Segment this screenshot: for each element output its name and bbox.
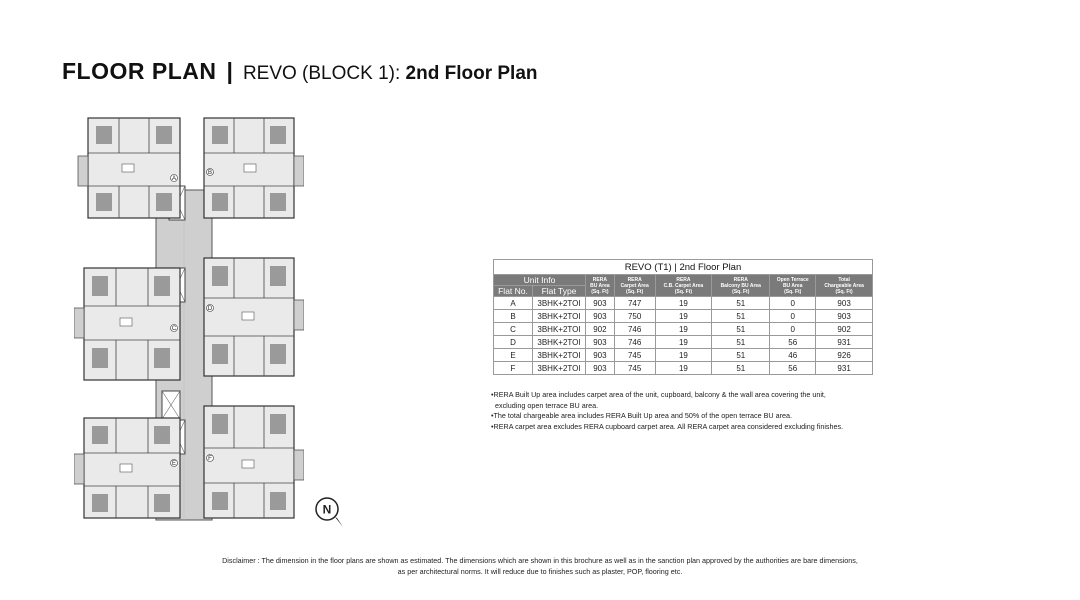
notes (491, 390, 911, 432)
table-cell: 3BHK+2TOI (533, 310, 586, 323)
table-cell: B (494, 310, 533, 323)
table-cell: 51 (712, 310, 770, 323)
table-cell: 19 (655, 297, 712, 310)
table-cell: 903 (586, 336, 615, 349)
unit-tag: C (171, 326, 177, 332)
table-row (494, 362, 873, 375)
table-cell: 3BHK+2TOI (533, 297, 586, 310)
table-row (494, 336, 873, 349)
flat-no-header: Flat No. (494, 286, 533, 297)
unit-tag: F (208, 456, 212, 462)
disclaimer-line: Disclaimer : The dimension in the floor plans are shown as estimated. The dimensions which are shown in this brochure as well as in the sanction plan approved by the authorities are bare dimensions, (222, 556, 858, 565)
title-separator: | (226, 58, 233, 84)
area-table (493, 259, 873, 375)
note-line: •RERA carpet area excludes RERA cupboard carpet area. All RERA carpet area considered excluding finishes. (491, 421, 844, 431)
area-table-body (494, 297, 873, 375)
table-cell: 926 (816, 349, 873, 362)
table-row (494, 297, 873, 310)
table-cell: 745 (614, 349, 655, 362)
table-cell: 3BHK+2TOI (533, 336, 586, 349)
table-cell: 56 (770, 362, 816, 375)
area-table-container (493, 259, 873, 375)
table-caption: REVO (T1) | 2nd Floor Plan (494, 260, 873, 275)
unit-tag: E (171, 461, 177, 467)
note-line: excluding open terrace BU area. (495, 400, 599, 410)
col-header-balcony-bu: RERA Balcony BU Area (Sq. Ft) (712, 275, 770, 297)
flat-type-header: Flat Type (533, 286, 586, 297)
col-header-rera-carpet: RERA Carpet Area (Sq. Ft) (614, 275, 655, 297)
table-cell: 51 (712, 323, 770, 336)
table-cell: 902 (816, 323, 873, 336)
table-cell: E (494, 349, 533, 362)
title-subtitle (243, 63, 538, 85)
table-row (494, 323, 873, 336)
table-cell: 3BHK+2TOI (533, 349, 586, 362)
table-cell: 903 (586, 310, 615, 323)
table-cell: 19 (655, 336, 712, 349)
table-cell: 903 (816, 297, 873, 310)
table-cell: 746 (614, 336, 655, 349)
table-cell: 747 (614, 297, 655, 310)
table-cell: 931 (816, 362, 873, 375)
table-row (494, 349, 873, 362)
table-cell: 51 (712, 349, 770, 362)
unit-info-header: Unit Info (494, 275, 586, 286)
table-cell: 902 (586, 323, 615, 336)
table-row (494, 310, 873, 323)
table-cell: 0 (770, 310, 816, 323)
table-cell: 56 (770, 336, 816, 349)
subtitle-block: REVO (BLOCK 1): (242, 63, 401, 84)
table-cell: D (494, 336, 533, 349)
note-line: •The total chargeable area includes RERA Built Up area and 50% of the open terrace BU area. (491, 411, 792, 420)
table-cell: C (494, 323, 533, 336)
table-cell: 46 (770, 349, 816, 362)
unit-tag: D (207, 306, 213, 312)
disclaimer (0, 555, 1080, 577)
unit-tag: B (207, 170, 213, 176)
table-cell: 19 (655, 362, 712, 375)
table-cell: 903 (586, 349, 615, 362)
floor-plan-drawing (74, 108, 304, 528)
table-cell: 19 (655, 323, 712, 336)
table-cell: 750 (614, 310, 655, 323)
table-cell: F (494, 362, 533, 375)
table-cell: 3BHK+2TOI (533, 323, 586, 336)
col-header-rera-bu: RERA BU Area (Sq. Ft) (586, 275, 615, 297)
subtitle-floor: 2nd Floor Plan (405, 63, 538, 84)
table-cell: A (494, 297, 533, 310)
table-cell: 903 (816, 310, 873, 323)
table-cell: 51 (712, 336, 770, 349)
col-header-cb-carpet: RERA C.B. Carpet Area (Sq. Ft) (655, 275, 712, 297)
disclaimer-line: as per architectural norms. It will reduce due to finishes such as plaster, POP, flooring etc. (397, 567, 683, 576)
table-cell: 745 (614, 362, 655, 375)
table-cell: 0 (770, 323, 816, 336)
col-header-total-chargeable: Total Chargeable Area (Sq. Ft) (816, 275, 873, 297)
table-cell: 19 (655, 310, 712, 323)
table-cell: 51 (712, 297, 770, 310)
table-cell: 903 (586, 297, 615, 310)
table-cell: 51 (712, 362, 770, 375)
table-cell: 19 (655, 349, 712, 362)
table-cell: 0 (770, 297, 816, 310)
table-cell: 903 (586, 362, 615, 375)
unit-tag: A (171, 176, 177, 182)
col-header-open-terrace: Open Terrace BU Area (Sq. Ft) (770, 275, 816, 297)
page-title (62, 58, 538, 85)
north-arrow-icon (313, 495, 347, 529)
table-cell: 931 (816, 336, 873, 349)
note-line: •RERA Built Up area includes carpet area of the unit, cupboard, balcony & the wall area covering the unit, (491, 390, 826, 399)
title-main: FLOOR PLAN (62, 58, 217, 84)
compass-label: N (322, 502, 332, 517)
table-cell: 3BHK+2TOI (533, 362, 586, 375)
table-cell: 746 (614, 323, 655, 336)
